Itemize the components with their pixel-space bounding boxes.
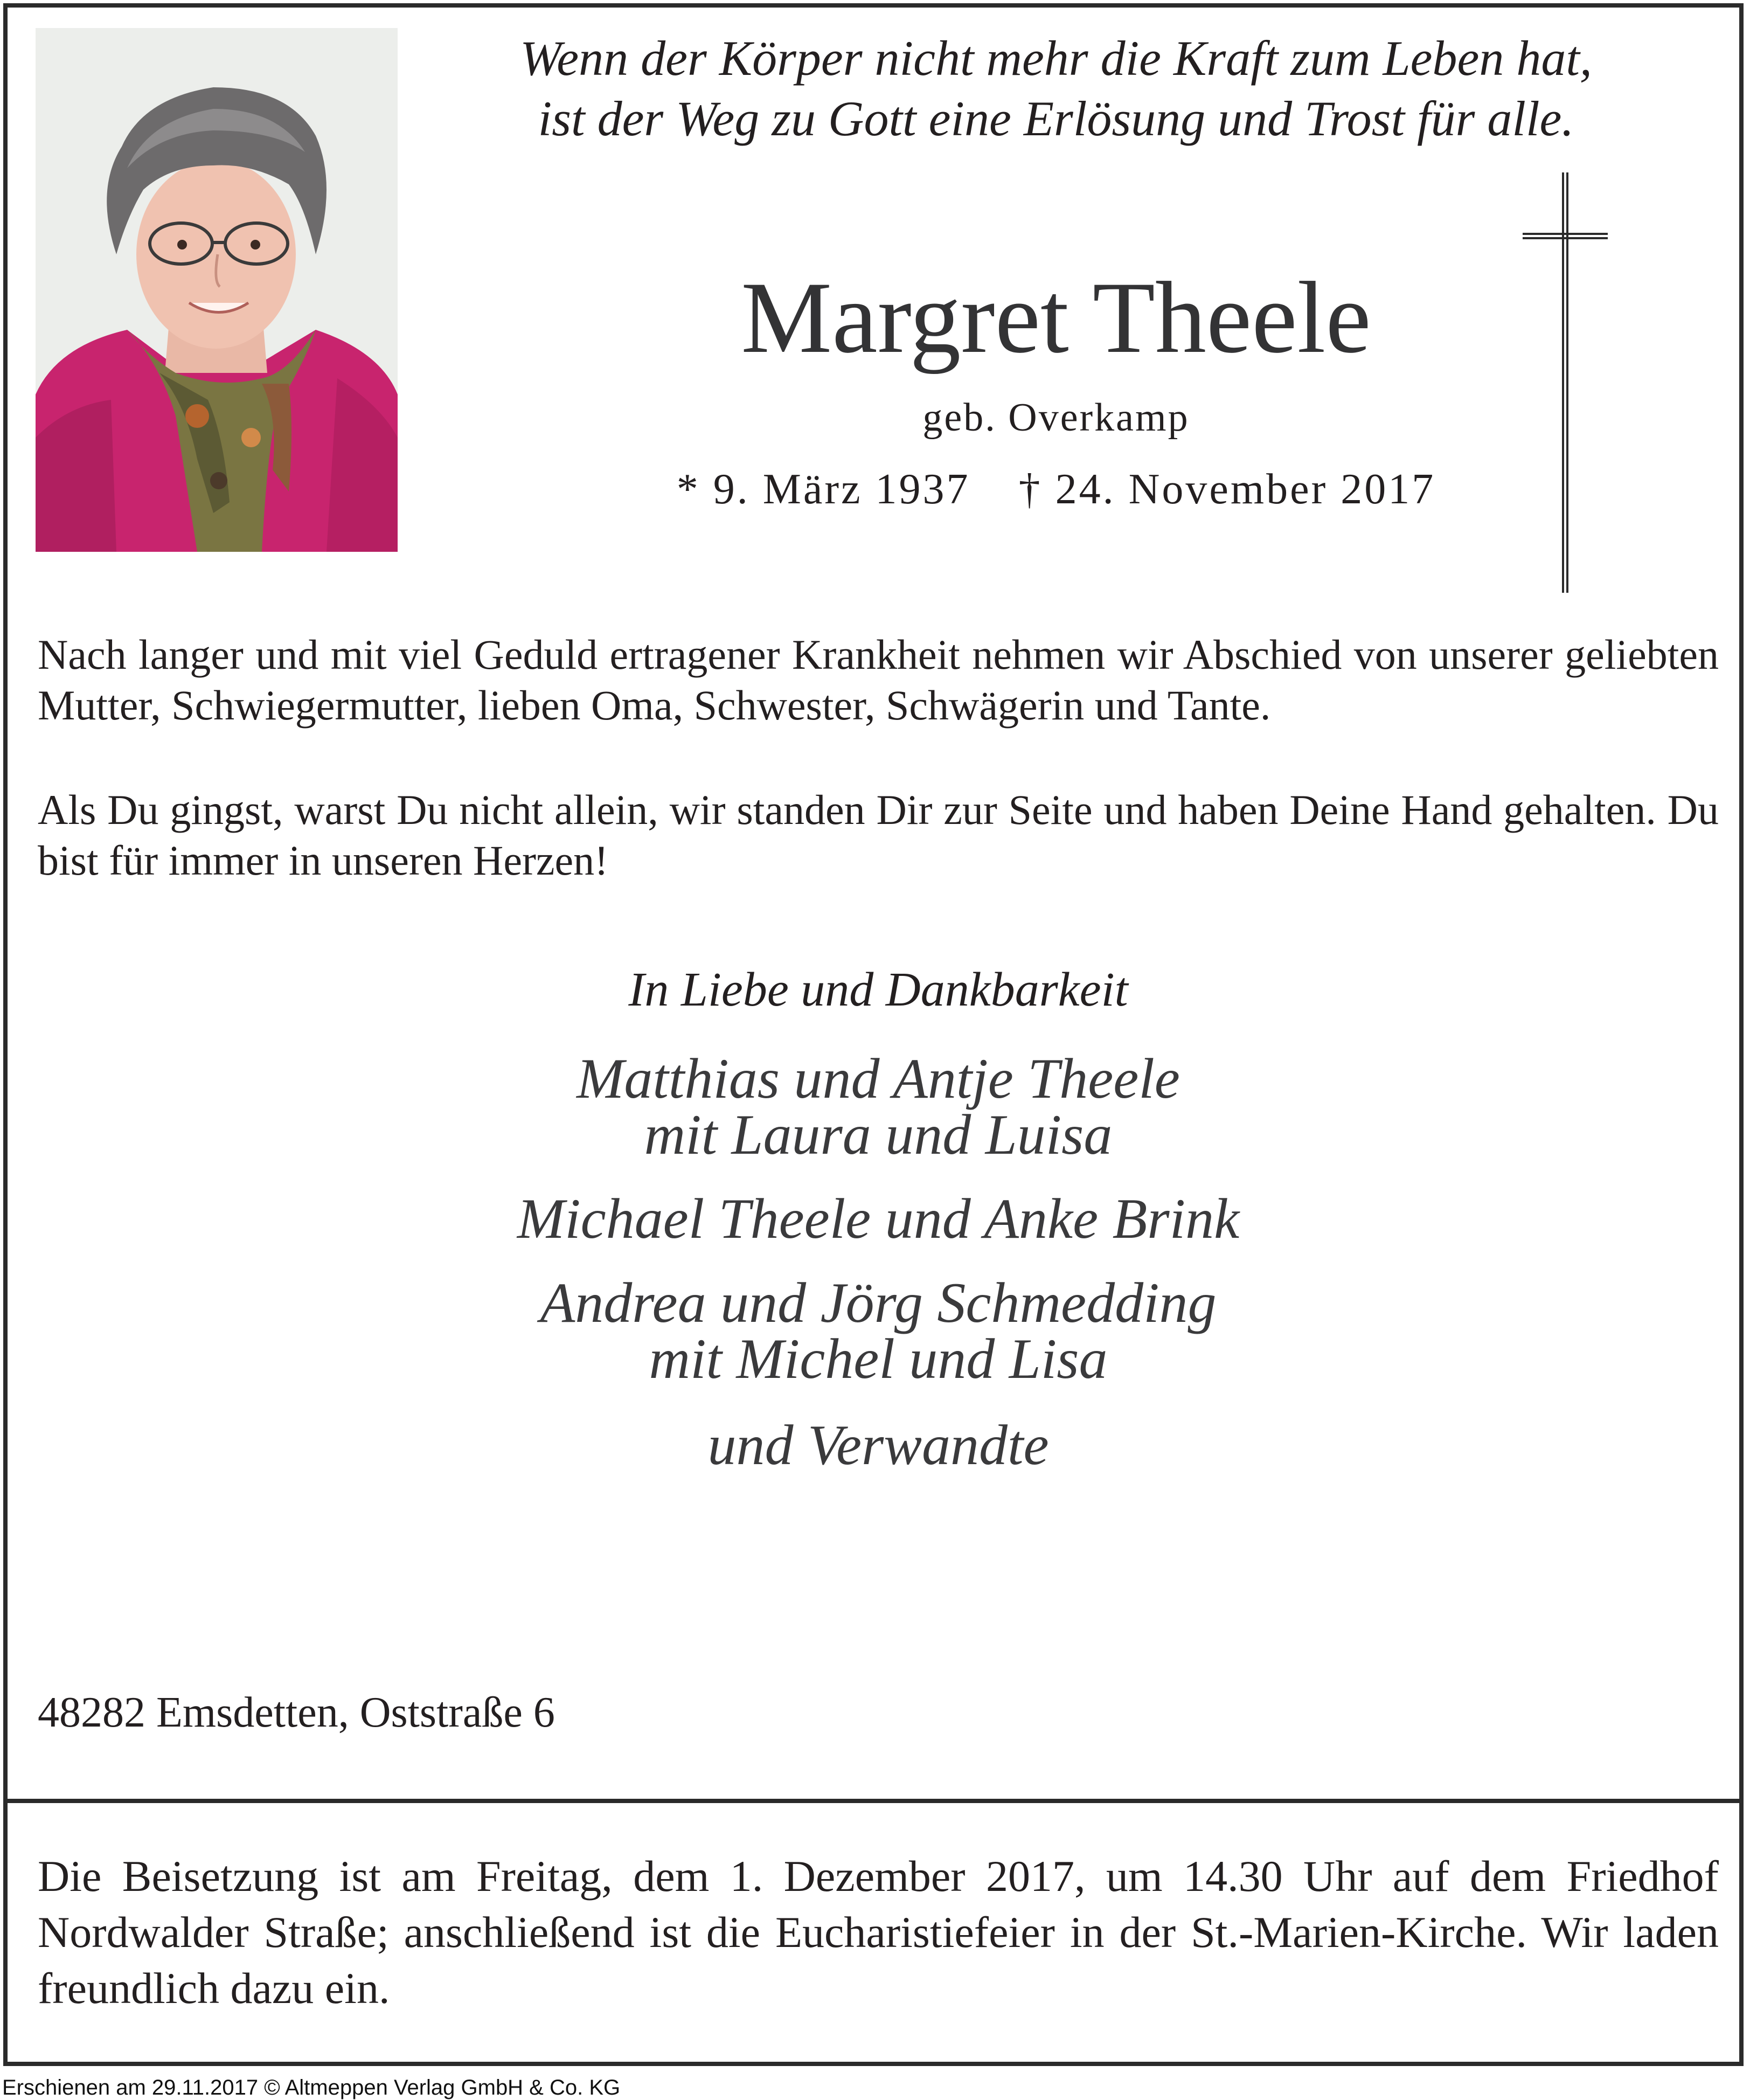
portrait-photo: [36, 28, 398, 552]
motto: [426, 28, 1686, 149]
farewell-paragraph: Nach langer und mit viel Geduld ertragener Krankheit nehmen wir Abschied von unserer geliebten Mutter, Schwiegermutter, lieben Oma, Schwester, Schwägerin und Tante.: [38, 631, 1719, 729]
publication-footer: Erschienen am 29.11.2017 © Altmeppen Verlag GmbH & Co. KG: [2, 2076, 621, 2099]
mourners-list: [38, 1047, 1719, 1477]
life-dates: [571, 462, 1541, 516]
cross-icon: [1523, 172, 1608, 593]
mourner-line: mit Laura und Luisa: [644, 1103, 1113, 1166]
mourner-line: Andrea und Jörg Schmedding: [540, 1271, 1217, 1334]
relatives-line: und Verwandte: [707, 1413, 1049, 1477]
family-address: 48282 Emsdetten, Oststraße 6: [38, 1689, 555, 1736]
mourner-line: mit Michel und Lisa: [649, 1327, 1108, 1390]
portrait-image: [36, 28, 398, 552]
thanks-line: In Liebe und Dankbarkeit: [628, 963, 1128, 1016]
mourner-line: Michael Theele und Anke Brink: [517, 1187, 1240, 1250]
remembrance-paragraph: Als Du gingst, warst Du nicht allein, wir standen Dir zur Seite und haben Deine Hand gehalten. Du bist für immer in unseren Herzen!: [38, 786, 1719, 884]
deceased-name: Margret Theele: [741, 261, 1371, 375]
mourner-group: [38, 1187, 1719, 1250]
death-date: † 24. November 2017: [1018, 466, 1436, 513]
section-divider: [3, 1799, 1744, 1803]
mourner-group: [38, 1413, 1719, 1477]
mourner-group: [38, 1047, 1719, 1166]
mourner-line: Matthias und Antje Theele: [577, 1047, 1180, 1110]
funeral-notice: Die Beisetzung ist am Freitag, dem 1. Dezember 2017, um 14.30 Uhr auf dem Friedhof Nordwalder Straße; anschließend ist die Eucharistiefeier in der St.-Marien-Kirche. Wir laden freundlich dazu ein.: [38, 1852, 1719, 2013]
motto-line-2: ist der Weg zu Gott eine Erlösung und Trost für alle.: [538, 91, 1574, 146]
mourner-group: [38, 1271, 1719, 1390]
maiden-name: geb. Overkamp: [922, 396, 1190, 440]
motto-line-1: Wenn der Körper nicht mehr die Kraft zum Leben hat,: [520, 31, 1592, 86]
birth-date: * 9. März 1937: [676, 466, 970, 513]
